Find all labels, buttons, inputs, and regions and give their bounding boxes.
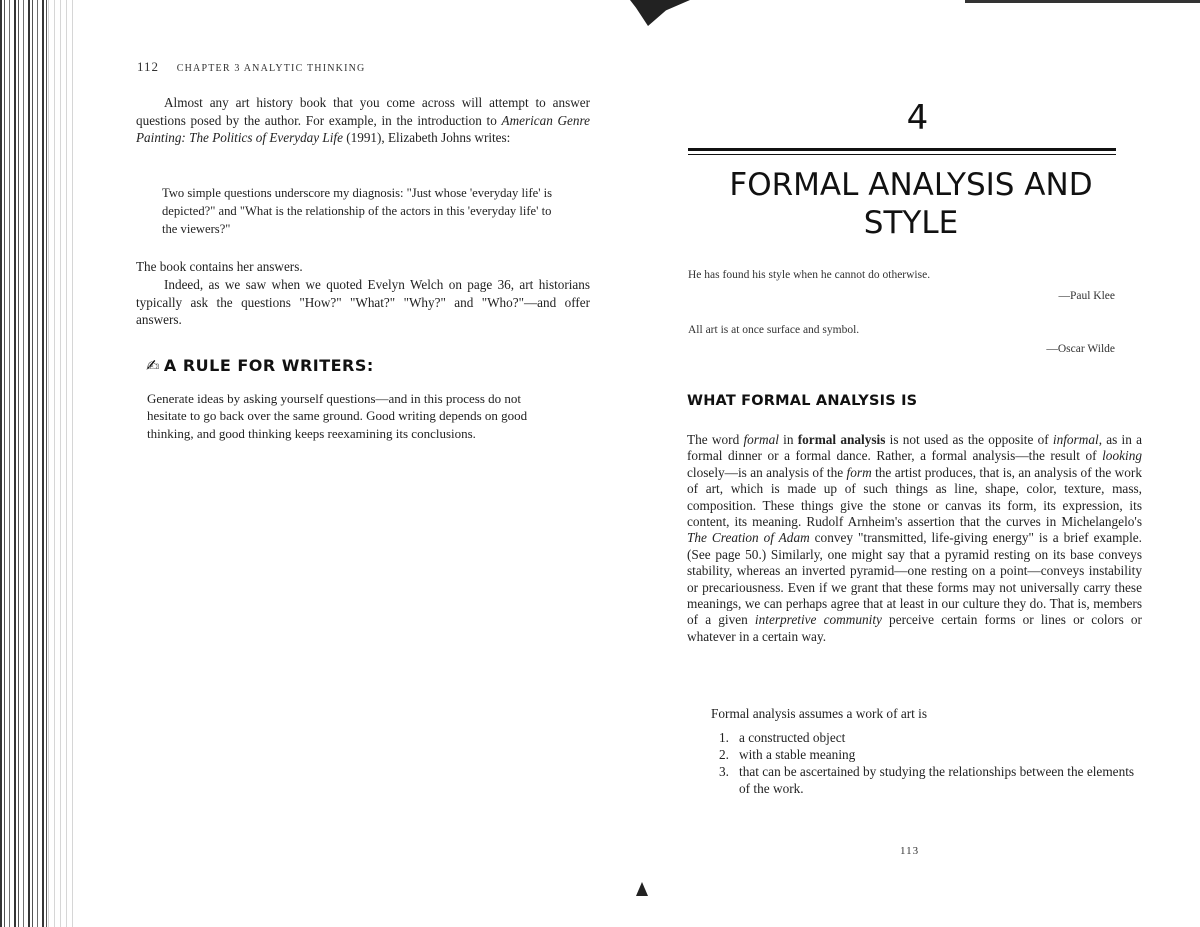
chapter-number: 4 <box>906 98 929 138</box>
body-italic: formal <box>743 432 779 447</box>
chapter-rule-thin <box>688 154 1116 155</box>
epigraph-text: All art is at once surface and symbol. <box>688 324 860 336</box>
body-italic: The Creation of Adam <box>687 530 810 546</box>
left-paragraph-1 <box>136 94 590 147</box>
body-text: perceive certain forms or lines or colors or whatever in a certain way. <box>687 612 1142 644</box>
epigraph-attribution: —Oscar Wilde <box>1046 343 1115 355</box>
left-paragraph-2: The book contains her answers. <box>136 259 303 274</box>
section-heading: WHAT FORMAL ANALYSIS IS <box>687 393 918 409</box>
list-number: 2. <box>719 747 729 762</box>
body-text: is not used as the opposite of <box>885 432 1053 447</box>
body-italic: interpretive community <box>754 612 882 628</box>
right-paragraph-2: Formal analysis assumes a work of art is <box>711 706 928 721</box>
chapter-title: FORMAL ANALYSIS AND STYLE <box>729 167 1093 241</box>
list-text: a constructed object <box>739 730 846 745</box>
body-text: The word <box>687 432 744 447</box>
block-quote: Two simple questions underscore my diagnosis: "Just whose 'everyday life' is depicted?" and "What is the relationship of the actors in this 'everyday life' to the viewers?" <box>162 186 553 236</box>
right-page-number: 113 <box>900 845 920 857</box>
list-text: that can be ascertained by studying the relationships between the elements of the work. <box>739 764 1135 796</box>
para1-suffix: (1991), Elizabeth Johns writes: <box>342 130 511 145</box>
left-page-number: 112 <box>137 59 160 74</box>
list-number: 1. <box>719 730 729 745</box>
para1-prefix: Almost any art history book that you come across will attempt to answer questions posed by the author. For example, in the introduction to <box>136 95 590 128</box>
left-paragraph-3: Indeed, as we saw when we quoted Evelyn Welch on page 36, art historians typically ask the questions "How?" "What?" "Why?" and "Who?"—and offer answers. <box>136 277 590 327</box>
epigraph-attribution: —Paul Klee <box>1058 290 1115 302</box>
scan-spine-shadow <box>0 0 48 927</box>
list-item <box>719 763 1143 797</box>
rule-heading-text: A RULE FOR WRITERS: <box>163 356 374 375</box>
running-head-chapter: CHAPTER 3 ANALYTIC THINKING <box>176 63 366 74</box>
chapter-rule-thick <box>688 148 1116 151</box>
body-bold: formal analysis <box>797 432 886 447</box>
scan-bottom-mark <box>636 882 648 896</box>
scan-top-edge <box>965 0 1200 3</box>
body-italic: informal <box>1052 432 1099 447</box>
body-text: the artist produces, that is, an analysis of the work of art, which is made up of such things as line, shape, color, texture, mass, composition. These things give the stone or canvas its form, its expression, its content, its meaning. Rudolf Arnheim's assertion that the curves in Michelangelo's <box>687 464 1142 530</box>
list-number: 3. <box>719 764 729 779</box>
body-text: in <box>778 432 798 447</box>
list-item <box>719 729 1143 746</box>
running-head <box>137 59 365 75</box>
body-text: closely—is an analysis of the <box>687 464 847 480</box>
list-text: with a stable meaning <box>739 747 856 762</box>
book-title: American Genre Painting: The Politics of Everyday Life <box>136 112 590 145</box>
pen-icon: ✍ <box>146 356 160 375</box>
body-italic: looking <box>1102 448 1142 464</box>
rule-for-writers-heading <box>146 356 374 375</box>
body-italic: form <box>846 464 872 480</box>
epigraph-text: He has found his style when he cannot do otherwise. <box>688 269 931 281</box>
body-text: , as in a formal dinner or a formal dance. Rather, a formal analysis—the result of <box>687 432 1142 464</box>
rule-for-writers-body: Generate ideas by asking yourself questions—and in this process do not hesitate to go back over the same ground. Good writing depends on good thinking, and good thinking keeps reexamining its conclusions. <box>147 391 528 441</box>
right-paragraph-1 <box>687 432 1142 645</box>
body-text: convey "transmitted, life-giving energy" is a brief example. (See page 50.) Similarly, one might say that a pyramid resting on its base conveys stability, whereas an inverted pyramid—one resting on a point—conveys instability or precariousness. Even if we grant that these forms may not universally carry these meanings, we can perhaps agree that at least in our culture they do. That is, members of a given <box>687 530 1142 628</box>
assumptions-list <box>719 729 1143 797</box>
list-item <box>719 746 1143 763</box>
scan-spine-edge <box>48 0 78 927</box>
scan-corner-mark <box>630 0 690 26</box>
